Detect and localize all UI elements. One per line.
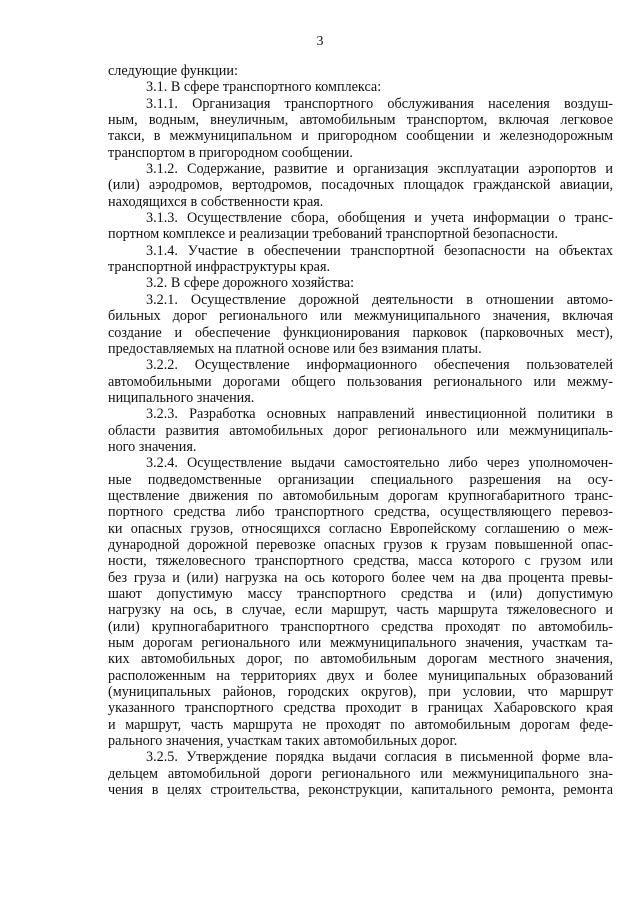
text-line: чения в целях строительства, реконструкции, капитального ремонта, ремонта [108,782,613,799]
text-line: и маршрут, часть маршрута не проходят по автомобильным дорогам феде- [108,716,613,733]
paragraph-intro [108,63,613,79]
text-line: ких автомобильных дорог, по автомобильным дорогам местного значения, [108,651,613,668]
text-line: ные подведомственные организации специального разрешения на осу- [108,471,613,488]
paragraph-p3-1-4 [108,243,613,276]
text-line: такси, в межмуниципальном и пригородном сообщении и железнодорожным [108,128,613,145]
text-line: дународной дорожной перевозке опасных грузов к грузам повышенной опас- [108,536,613,553]
text-line: расположенным на территориях двух и более муниципальных образований [108,667,613,684]
text-line: создание и обеспечение функционирования парковок (парковочных мест), [108,324,613,341]
text-line: ности, тяжеловесного транспортного средства, масса которого с грузом или [108,553,613,570]
text-line: 3.2.2. Осуществление информационного обеспечения пользователей [146,357,613,374]
paragraph-p3-1-3 [108,210,613,243]
paragraph-p3-2 [108,275,613,291]
text-line: ным дорогам регионального или межмуниципального значения, участкам та- [108,635,613,652]
text-line: предоставляемых на платной основе или без взимания платы. [108,340,482,357]
text-line: портного средства либо транспортного средства, осуществляющего перевоз- [108,504,613,521]
text-line: 3.2.5. Утверждение порядка выдачи согласия в письменной форме вла- [146,749,613,766]
text-line: дельцем автомобильной дороги регионального или межмуниципального зна- [108,765,613,782]
text-line: (или) крупногабаритного транспортного средства проходят по автомобиль- [108,618,613,635]
paragraph-p3-2-2 [108,357,613,406]
text-line: транспортом в пригородном сообщении. [108,144,353,161]
text-line: области развития автомобильных дорог регионального или межмуниципаль- [108,422,613,439]
text-line: 3.1.2. Содержание, развитие и организация эксплуатации аэропортов и [146,161,613,178]
text-line: ки опасных грузов, относящихся согласно Европейскому соглашению о меж- [108,520,613,537]
text-line: без груза и (или) нагрузка на ось которого более чем на два процента превы- [108,569,613,586]
text-line: ным, водным, внеуличным, автомобильным транспортом, включая легковое [108,112,613,129]
text-line: 3.1. В сфере транспортного комплекса: [146,79,382,96]
paragraph-p3-2-3 [108,406,613,455]
text-line: 3.2. В сфере дорожного хозяйства: [146,275,355,292]
text-line: шают допустимую массу транспортного средства и (или) допустимую [108,586,613,602]
paragraph-p3-2-1 [108,292,613,357]
text-line: 3.1.3. Осуществление сбора, обобщения и учета информации о транс- [146,210,613,227]
text-line: 3.2.4. Осуществление выдачи самостоятельно либо через уполномочен- [146,455,613,472]
text-line: нагрузку на ось, в случае, если маршрут, часть маршрута тяжеловесного и [108,602,613,619]
text-line: 3.1.1. Организация транспортного обслуживания населения воздуш- [146,95,613,112]
text-line: 3.2.3. Разработка основных направлений инвестиционной политики в [146,406,613,423]
text-line: ного значения. [108,438,197,455]
paragraph-p3-1-1 [108,96,613,161]
paragraph-p3-1-2 [108,161,613,210]
text-line: (муниципальных районов, городских округов), при условии, что маршрут [108,684,613,701]
paragraph-p3-1 [108,79,613,95]
page-number: 3 [316,34,324,49]
text-line: (или) аэродромов, вертодромов, посадочных площадок гражданской авиации, [108,177,613,194]
text-line: ществление движения по автомобильным дорогам крупногабаритного транс- [108,487,613,504]
text-line: автомобильными дорогами общего пользования регионального или межму- [108,373,613,390]
text-line: рального значения, участкам таких автомобильных дорог. [108,733,458,750]
text-line: транспортной инфраструктуры края. [108,259,331,276]
paragraph-p3-2-4 [108,455,613,749]
text-line: ниципального значения. [108,389,255,406]
text-line: следующие функции: [108,63,238,79]
text-line: находящихся в собственности края. [108,193,324,210]
text-line: бильных дорог регионального или межмуниципального значения, включая [108,308,613,325]
paragraph-p3-2-5 [108,749,613,798]
text-line: 3.2.1. Осуществление дорожной деятельности в отношении автомо- [146,291,613,308]
text-line: 3.1.4. Участие в обеспечении транспортной безопасности на объектах [146,242,613,259]
text-line: портном комплексе и реализации требований транспортной безопасности. [108,226,559,243]
document-body [108,63,613,798]
text-line: указанного транспортного средства проходит в границах Хабаровского края [108,700,613,717]
